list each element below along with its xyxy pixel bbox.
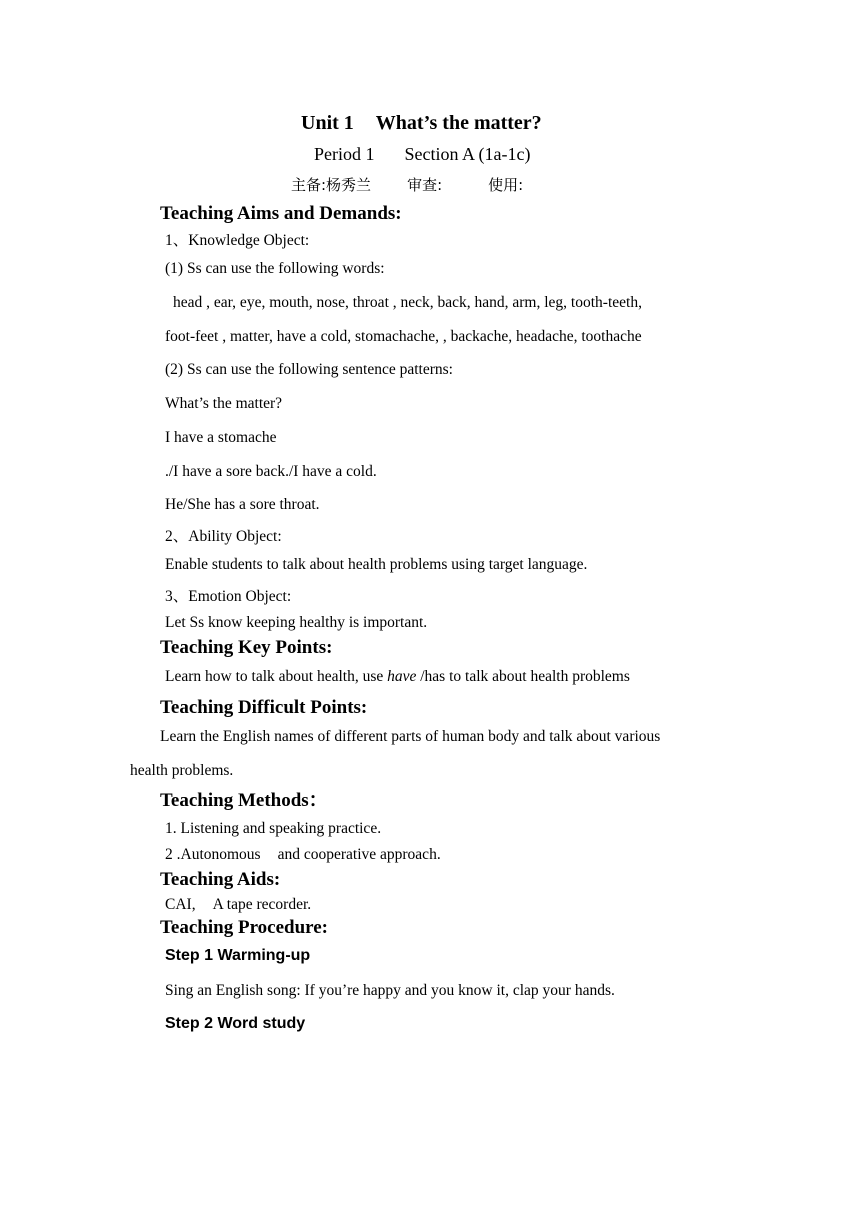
staff-prep: 主备:杨秀兰 xyxy=(291,176,372,194)
difficult-points-heading: Teaching Difficult Points: xyxy=(160,697,368,718)
aids-text xyxy=(165,897,311,913)
method-item-2-part-a: 2 .Autonomous xyxy=(165,846,261,863)
emotion-label: 3、Emotion Object: xyxy=(165,588,292,605)
pattern-3: ./I have a sore back./I have a cold. xyxy=(165,463,377,480)
lesson-title: What’s the matter? xyxy=(375,112,542,134)
pattern-1: What’s the matter? xyxy=(165,395,283,412)
emotion-text: Let Ss know keeping healthy is important. xyxy=(165,614,428,631)
key-points-text-end: /has to talk about health problems xyxy=(416,668,630,685)
period-label: Period 1 xyxy=(314,144,375,164)
method-item-1: 1. Listening and speaking practice. xyxy=(165,820,382,837)
methods-heading: Teaching Methods： xyxy=(160,790,328,811)
staff-review: 审查: xyxy=(407,176,443,194)
staff-line xyxy=(291,178,523,193)
step-1-title: Step 1 Warming-up xyxy=(165,947,311,964)
aids-text-part-b: A tape recorder. xyxy=(212,896,312,913)
page-title xyxy=(301,113,542,133)
patterns-intro: (2) Ss can use the following sentence patterns: xyxy=(165,361,453,378)
pattern-4: He/She has a sore throat. xyxy=(165,496,320,513)
difficult-points-line-1: Learn the English names of different parts of human body and talk about various xyxy=(160,728,661,745)
key-points-text xyxy=(165,669,630,685)
staff-use: 使用: xyxy=(488,176,524,194)
ability-text: Enable students to talk about health problems using target language. xyxy=(165,556,588,573)
words-line-1: head , ear, eye, mouth, nose, throat , neck, back, hand, arm, leg, tooth-teeth, xyxy=(173,294,642,311)
pattern-2: I have a stomache xyxy=(165,429,277,446)
step-2-title: Step 2 Word study xyxy=(165,1015,306,1032)
section-label: Section A (1a-1c) xyxy=(404,144,531,164)
ability-label: 2、Ability Object: xyxy=(165,528,282,545)
method-item-2 xyxy=(165,847,441,863)
unit-label: Unit 1 xyxy=(301,112,354,134)
procedure-heading: Teaching Procedure: xyxy=(160,917,329,938)
knowledge-label: 1、Knowledge Object: xyxy=(165,232,310,249)
key-points-italic-word: have xyxy=(387,668,417,685)
method-item-2-part-b: and cooperative approach. xyxy=(277,846,441,863)
aids-heading: Teaching Aids: xyxy=(160,869,281,890)
aims-heading: Teaching Aims and Demands: xyxy=(160,203,402,224)
difficult-points-line-2: health problems. xyxy=(130,762,234,779)
period-line xyxy=(314,145,530,163)
step-1-text: Sing an English song: If you’re happy and you know it, clap your hands. xyxy=(165,982,615,999)
words-line-2: foot-feet , matter, have a cold, stomachache, , backache, headache, toothache xyxy=(165,328,642,345)
words-intro: (1) Ss can use the following words: xyxy=(165,260,385,277)
key-points-text-start: Learn how to talk about health, use xyxy=(165,668,388,685)
key-points-heading: Teaching Key Points: xyxy=(160,637,333,658)
aids-text-part-a: CAI, xyxy=(165,896,196,913)
